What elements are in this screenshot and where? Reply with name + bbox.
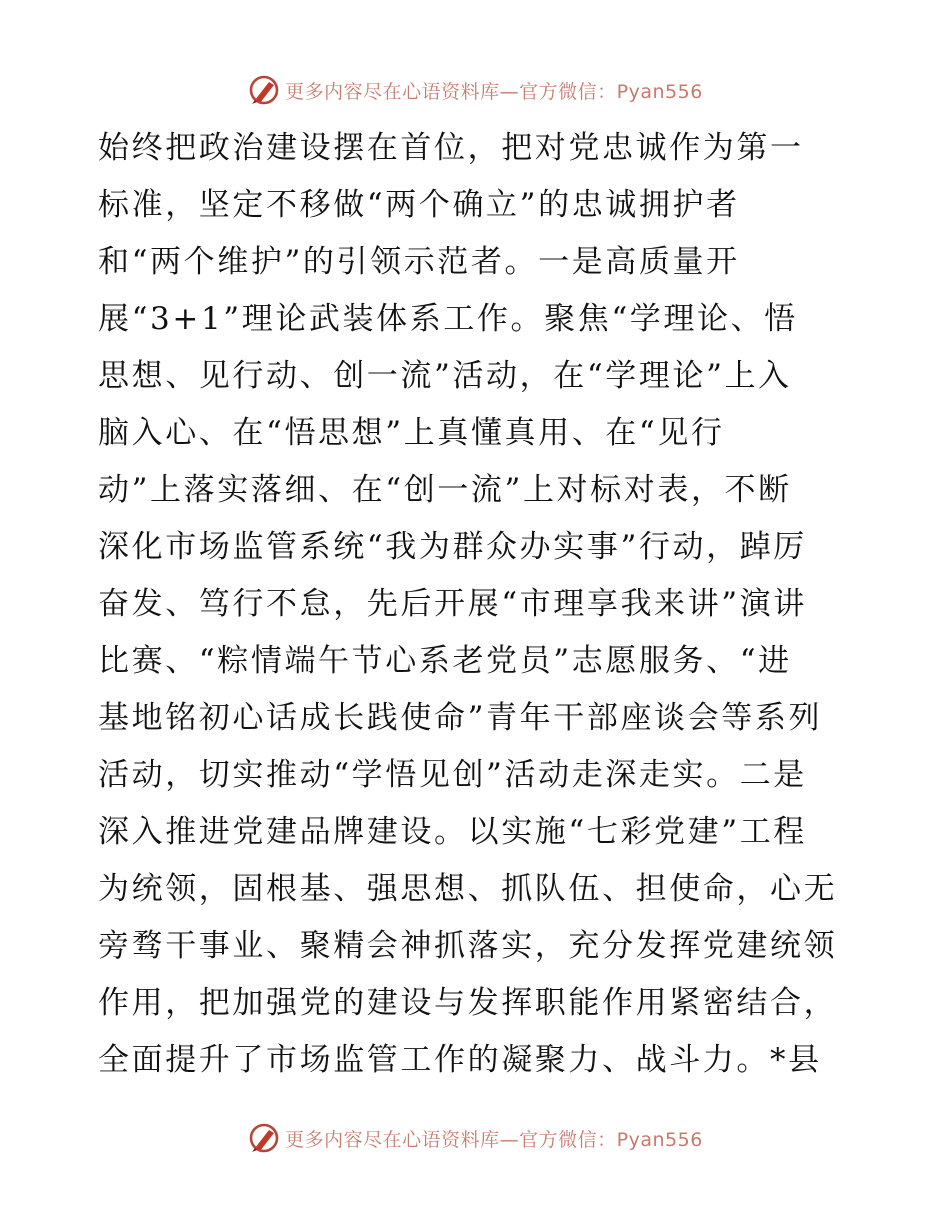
text-line: 奋发、笃行不怠，先后开展“市理享我来讲”演讲 [98,586,807,622]
text-line: 全面提升了市场监管工作的凝聚力、战斗力。*县 [98,1042,822,1078]
text-line: 活动，切实推动“学悟见创”活动走深走实。二是 [98,757,807,793]
pen-logo-icon [247,73,281,107]
text-line: 深入推进党建品牌建设。以实施“七彩党建”工程 [98,814,807,850]
body-paragraph [98,120,858,1089]
text-line: 深化市场监管系统“我为群众办实事”行动，踔厉 [98,529,807,565]
watermark-text: 更多内容尽在心语资料库—官方微信：Pyan556 [285,1128,703,1151]
text-line: 始终把政治建设摆在首位，把对党忠诚作为第一 [98,130,804,166]
text-line: 思想、见行动、创一流”活动，在“学理论”上入 [98,358,792,394]
text-line: 旁骛干事业、聚精会神抓落实，充分发挥党建统领 [98,928,838,964]
text-line: 展“3+1”理论武装体系工作。聚焦“学理论、悟 [98,301,798,337]
text-line: 比赛、“粽情端午节心系老党员”志愿服务、“进 [98,643,792,679]
text-line: 基地铭初心话成长践使命”青年干部座谈会等系列 [98,700,823,736]
text-line: 和“两个维护”的引领示范者。一是高质量开 [98,244,740,280]
text-line: 脑入心、在“悟思想”上真懂真用、在“见行 [98,415,725,451]
text-line: 作用，把加强党的建设与发挥职能作用紧密结合， [98,985,838,1021]
text-line: 标准，坚定不移做“两个确立”的忠诚拥护者 [98,187,740,223]
header-watermark [0,70,950,110]
pen-logo-icon [247,1121,281,1155]
watermark-text: 更多内容尽在心语资料库—官方微信：Pyan556 [285,80,703,103]
footer-watermark [0,1118,950,1158]
text-line: 动”上落实落细、在“创一流”上对标对表，不断 [98,472,792,508]
text-line: 为统领，固根基、强思想、抓队伍、担使命，心无 [98,871,838,907]
